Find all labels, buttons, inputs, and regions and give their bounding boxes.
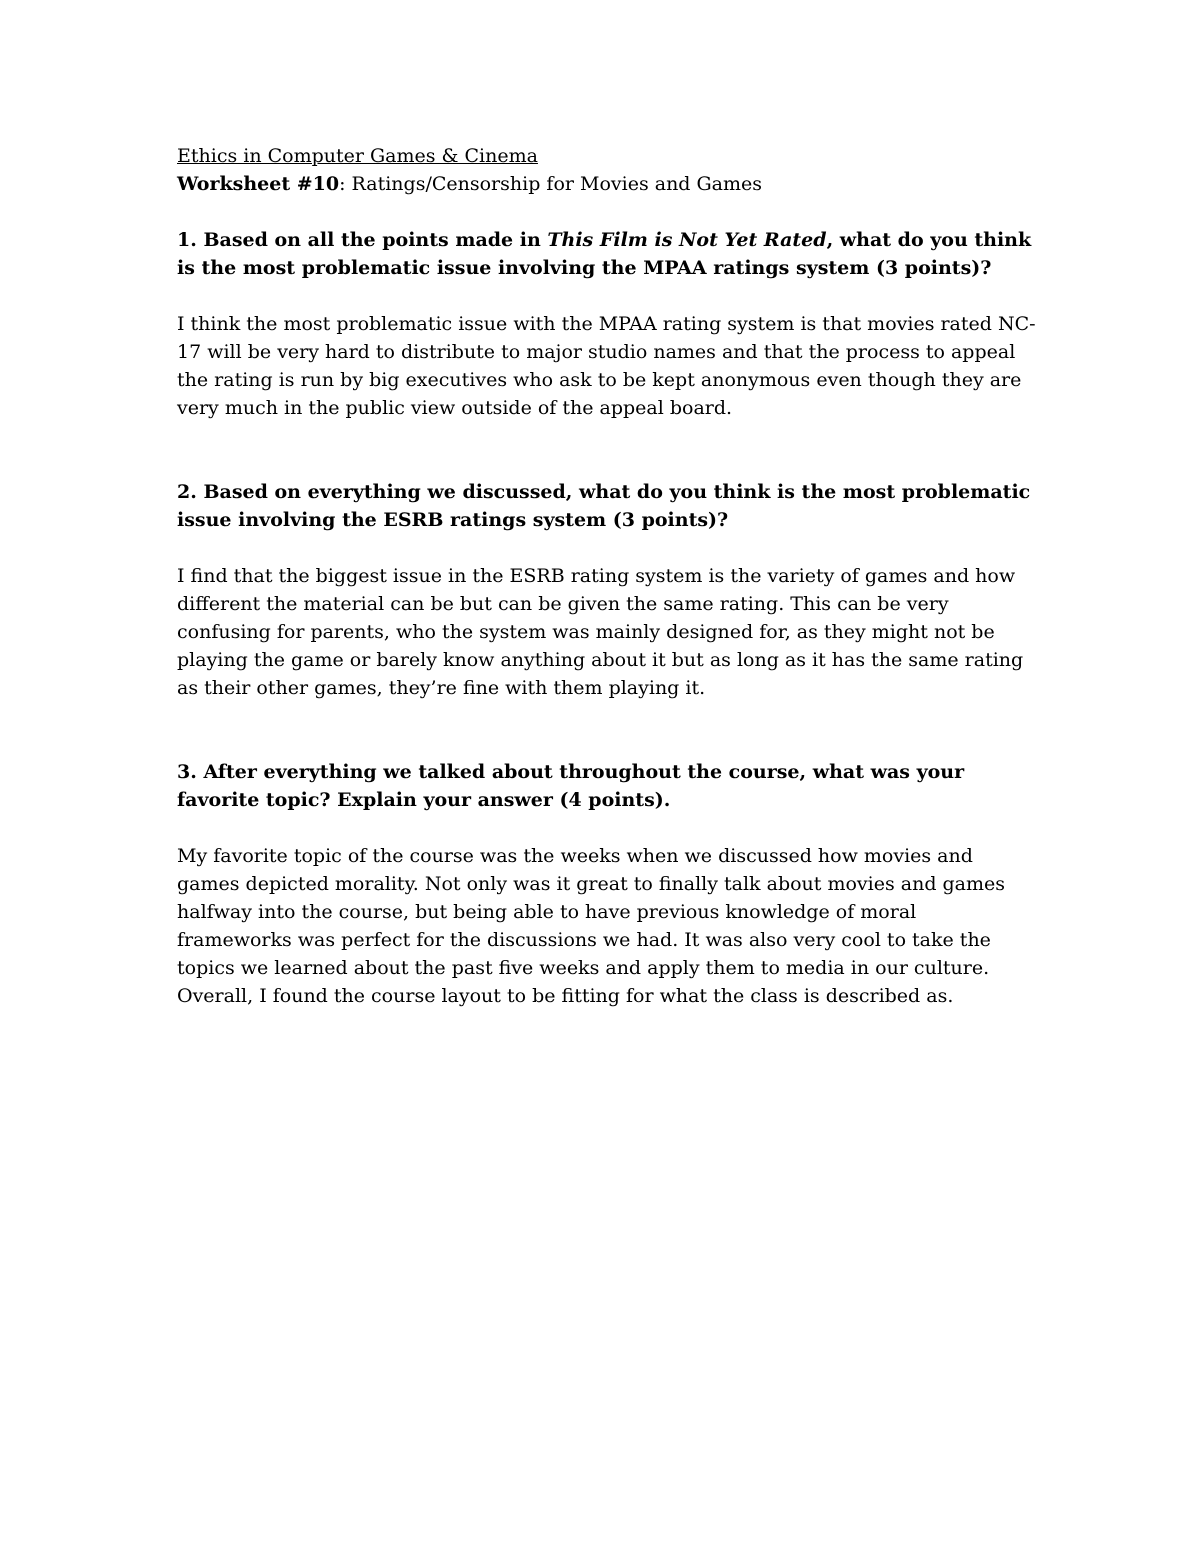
worksheet-topic: : Ratings/Censorship for Movies and Games xyxy=(339,173,763,195)
spacer xyxy=(177,702,1037,758)
worksheet-number: Worksheet #10 xyxy=(177,173,340,195)
spacer xyxy=(177,534,1037,562)
question-1 xyxy=(177,226,1037,282)
course-title: Ethics in Computer Games & Cinema xyxy=(177,145,538,167)
answer-1: I think the most problematic issue with the MPAA rating system is that movies rated NC-17 will be very hard to distribute to major studio names and that the process to appeal the rating is run by big executives who ask to be kept anonymous even though they are very much in the public view outside of the appeal board. xyxy=(177,313,1036,419)
question-1-film-title: This Film is Not Yet Rated xyxy=(547,229,827,251)
answer-3: My favorite topic of the course was the weeks when we discussed how movies and games depicted morality. Not only was it great to finally talk about movies and games halfway into the course, but being able to have previous knowledge of moral frameworks was perfect for the discussions we had. It was also very cool to take the topics we learned about the past five weeks and apply them to media in our culture. Overall, I found the course layout to be fitting for what the class is described as. xyxy=(177,845,1006,1007)
answer-2: I find that the biggest issue in the ESRB rating system is the variety of games and how different the material can be but can be given the same rating. This can be very confusing for parents, who the system was mainly designed for, as they might not be playing the game or barely know anything about it but as long as it has the same rating as their other games, they’re fine with them playing it. xyxy=(177,565,1024,699)
question-3: 3. After everything we talked about throughout the course, what was your favorite topic? Explain your answer (4 points). xyxy=(177,761,965,811)
question-1-suffix: , what do you think is the most problematic issue involving the MPAA ratings system (3 points)? xyxy=(177,229,1032,279)
worksheet-heading xyxy=(177,170,1037,198)
spacer xyxy=(177,198,1037,226)
spacer xyxy=(177,422,1037,478)
spacer xyxy=(177,814,1037,842)
worksheet-page xyxy=(177,142,1037,1010)
question-2: 2. Based on everything we discussed, what do you think is the most problematic issue involving the ESRB ratings system (3 points)? xyxy=(177,481,1031,531)
question-1-prefix: 1. Based on all the points made in xyxy=(177,229,548,251)
spacer xyxy=(177,282,1037,310)
